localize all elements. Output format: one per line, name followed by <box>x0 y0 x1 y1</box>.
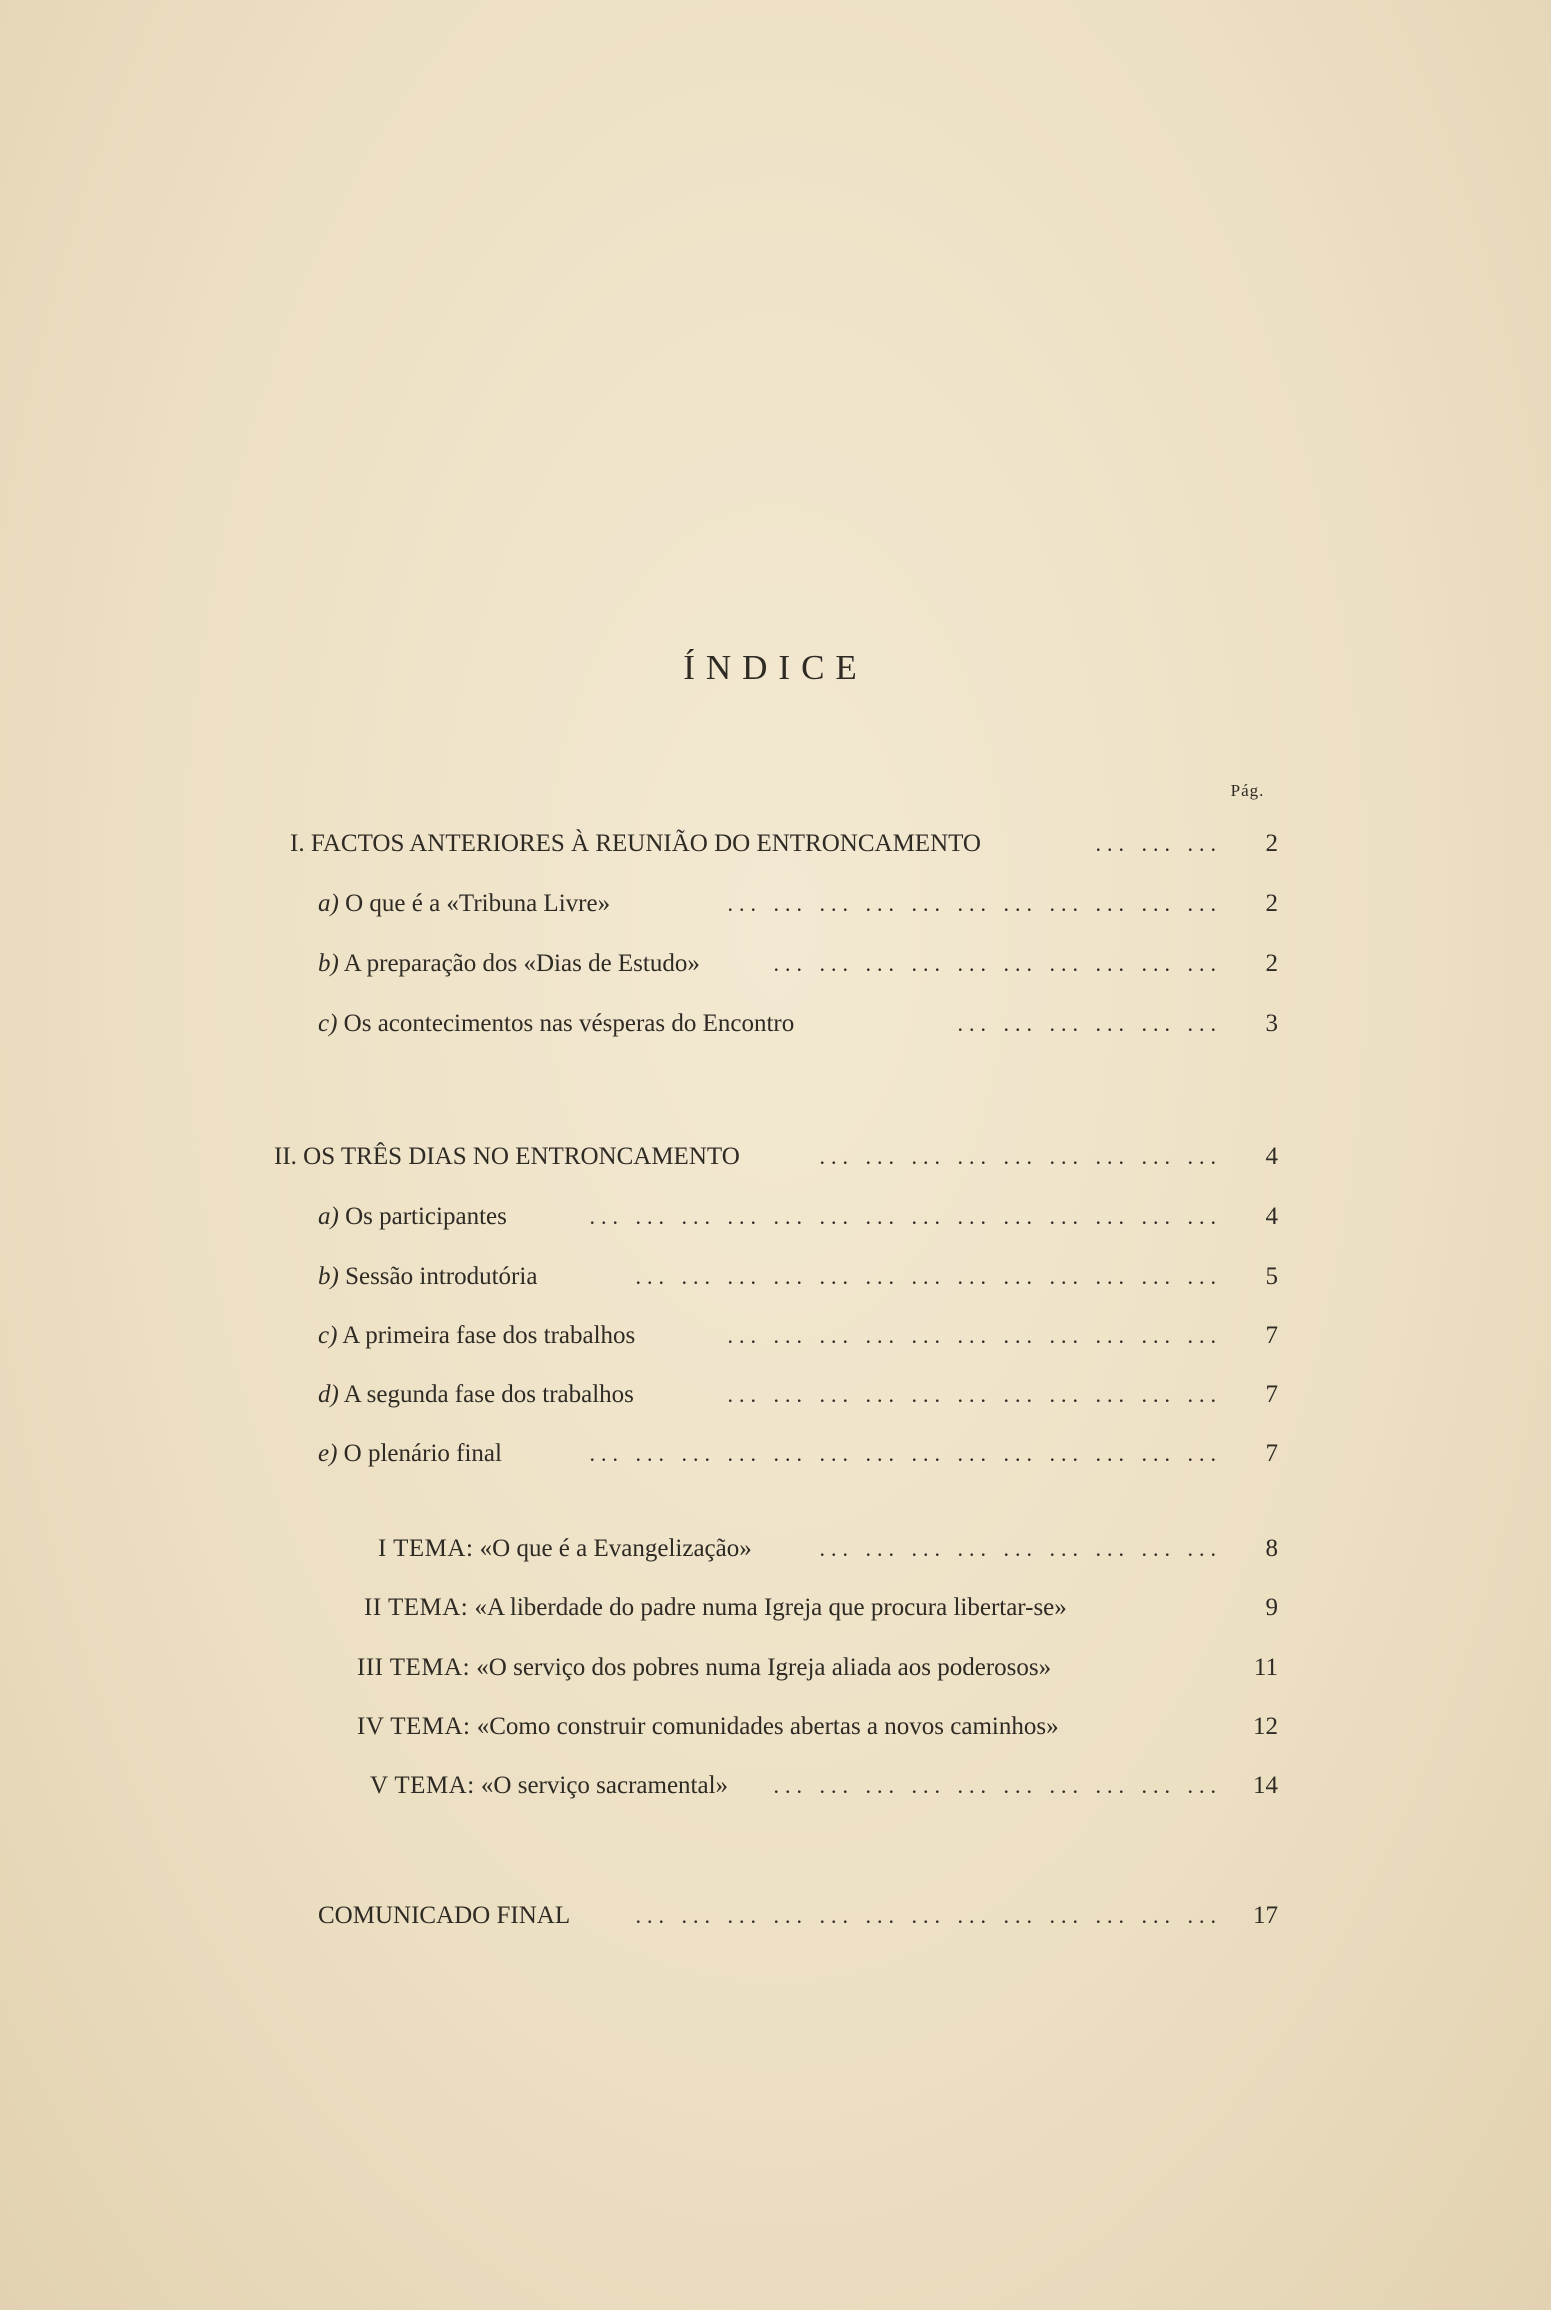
toc-theme-entry[interactable] <box>260 1591 1278 1625</box>
leader-dots: ... ... ... ... ... ... ... ... ... ... ... <box>727 1382 1222 1407</box>
toc-entry-text: COMUNICADO FINAL <box>318 1902 571 1929</box>
toc-section-heading[interactable] <box>260 827 1278 861</box>
toc-entry-text: Os acontecimentos nas vésperas do Encontro <box>343 1010 795 1037</box>
leader-dots: ... ... ... ... ... ... ... ... ... ... ... ... ... <box>635 1264 1222 1289</box>
toc-page-number: 2 <box>1265 890 1278 917</box>
toc-entry-text: A primeira fase dos trabalhos <box>342 1322 636 1349</box>
toc-entry-text: O plenário final <box>343 1440 502 1467</box>
toc-theme-entry[interactable] <box>260 1710 1278 1744</box>
toc-entry-text: «Como construir comunidades abertas a novos caminhos» <box>476 1713 1059 1740</box>
toc-entry-text: O que é a «Tribuna Livre» <box>345 890 611 917</box>
leader-dots: ... ... ... ... ... ... ... ... ... ... <box>773 1773 1222 1798</box>
theme-label: V TEMA: <box>370 1772 475 1799</box>
entry-marker: c) <box>318 1010 338 1037</box>
toc-page-number: 4 <box>1265 1143 1278 1170</box>
toc-page-number: 4 <box>1265 1203 1278 1230</box>
leader-dots: ... ... ... ... ... ... ... ... ... ... ... <box>727 1323 1222 1348</box>
toc-entry-text: A preparação dos «Dias de Estudo» <box>343 950 700 977</box>
entry-marker: c) <box>318 1322 338 1349</box>
toc-entry[interactable] <box>260 1319 1278 1353</box>
toc-page-number: 17 <box>1253 1902 1278 1929</box>
leader-dots: ... ... ... <box>1095 831 1222 856</box>
leader-dots: ... ... ... ... ... ... ... ... ... ... ... ... ... ... <box>589 1204 1222 1229</box>
toc-entry-text: «O serviço dos pobres numa Igreja aliada aos poderosos» <box>476 1654 1052 1681</box>
toc-page-number: 9 <box>1265 1594 1278 1621</box>
entry-marker: b) <box>318 1263 339 1290</box>
theme-label: I TEMA: <box>378 1535 474 1562</box>
toc-entry[interactable] <box>260 1437 1278 1471</box>
toc-entry[interactable] <box>260 1200 1278 1234</box>
toc-entry-text: «O que é a Evangelização» <box>479 1535 752 1562</box>
leader-dots: ... ... ... ... ... ... ... ... ... <box>819 1144 1222 1169</box>
entry-marker: a) <box>318 890 339 917</box>
toc-entry[interactable] <box>260 947 1278 981</box>
leader-dots: ... ... ... ... ... ... ... ... ... ... <box>773 951 1222 976</box>
page-title: ÍNDICE <box>683 648 868 687</box>
toc-entry[interactable] <box>260 1260 1278 1294</box>
theme-label: IV TEMA: <box>357 1713 471 1740</box>
toc-entry-text: Os participantes <box>345 1203 507 1230</box>
toc-theme-entry[interactable] <box>260 1651 1278 1685</box>
leader-dots: ... ... ... ... ... ... ... ... ... ... ... <box>727 891 1222 916</box>
toc-section-heading[interactable] <box>260 1140 1278 1174</box>
leader-dots: ... ... ... ... ... ... ... ... ... ... ... ... ... <box>635 1903 1222 1928</box>
toc-theme-entry[interactable] <box>260 1769 1278 1803</box>
toc-page-number: 12 <box>1253 1713 1278 1740</box>
toc-page-number: 3 <box>1265 1010 1278 1037</box>
toc-page-number: 14 <box>1253 1772 1278 1799</box>
toc-page-number: 7 <box>1265 1322 1278 1349</box>
toc-entry-text: Sessão introdutória <box>345 1263 538 1290</box>
entry-marker: e) <box>318 1440 338 1467</box>
toc-entry-text: «O serviço sacramental» <box>480 1772 729 1799</box>
toc-page-number: 7 <box>1265 1440 1278 1467</box>
toc-entry-text: II. OS TRÊS DIAS NO ENTRONCAMENTO <box>274 1143 740 1170</box>
toc-entry-text: A segunda fase dos trabalhos <box>343 1381 634 1408</box>
toc-entry-text: I. FACTOS ANTERIORES À REUNIÃO DO ENTRONCAMENTO <box>290 830 981 857</box>
entry-marker: a) <box>318 1203 339 1230</box>
entry-marker: b) <box>318 950 339 977</box>
toc-entry[interactable] <box>260 887 1278 921</box>
leader-dots: ... ... ... ... ... ... ... ... ... ... ... ... ... ... <box>589 1441 1222 1466</box>
toc-entry[interactable] <box>260 1007 1278 1041</box>
toc-page-number: 2 <box>1265 830 1278 857</box>
theme-label: III TEMA: <box>357 1654 471 1681</box>
entry-marker: d) <box>318 1381 339 1408</box>
leader-dots: ... ... ... ... ... ... ... ... ... <box>819 1536 1222 1561</box>
page-column-header: Pág. <box>1230 781 1265 800</box>
toc-final-entry[interactable] <box>260 1899 1278 1933</box>
toc-entry[interactable] <box>260 1378 1278 1412</box>
toc-page-number: 2 <box>1265 950 1278 977</box>
leader-dots: ... ... ... ... ... ... <box>957 1011 1222 1036</box>
toc-page-number: 5 <box>1265 1263 1278 1290</box>
toc-entry-text: «A liberdade do padre numa Igreja que procura libertar-se» <box>474 1594 1067 1621</box>
toc-page-number: 8 <box>1265 1535 1278 1562</box>
toc-theme-entry[interactable] <box>260 1532 1278 1566</box>
theme-label: II TEMA: <box>364 1594 469 1621</box>
toc-page-number: 11 <box>1253 1654 1278 1681</box>
toc-page-number: 7 <box>1265 1381 1278 1408</box>
